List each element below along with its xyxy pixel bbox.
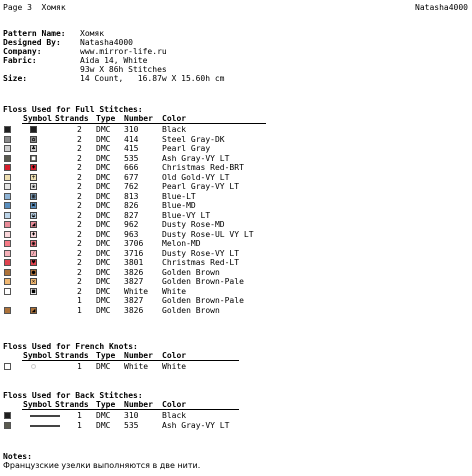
cell-name: Melon-MD <box>162 239 201 248</box>
cell-name: Pearl Gray-VY LT <box>162 182 240 191</box>
cell-name: Black <box>162 125 187 134</box>
pattern-symbol-icon: ✕ <box>31 278 36 285</box>
cell-number: White <box>124 286 149 296</box>
cell-strands: 2 <box>77 258 82 267</box>
pattern-symbol-icon: ◒ <box>31 211 36 219</box>
cell-strands: 2 <box>77 134 82 144</box>
pattern-symbol-icon: ✖ <box>31 202 36 209</box>
cell-name: Blue-MD <box>162 201 196 210</box>
column-header-strands: Strands <box>55 400 89 409</box>
color-swatch <box>4 174 11 181</box>
cell-strands: 2 <box>77 182 82 191</box>
info-value: Natasha4000 <box>80 38 133 47</box>
color-swatch <box>4 193 11 200</box>
cell-type: DMC <box>96 420 111 430</box>
column-header-symbol: Symbol <box>23 400 52 409</box>
info-value: Aida 14, White <box>80 56 148 65</box>
table-row <box>3 249 463 258</box>
table-row <box>3 220 463 229</box>
cell-strands: 2 <box>77 220 82 229</box>
info-value: Хомяк <box>80 29 105 38</box>
cell-strands: 2 <box>77 163 82 172</box>
pattern-symbol-icon: ■ <box>31 287 36 295</box>
page-number: Page 3 <box>3 3 32 12</box>
french-section-title: Floss Used for French Knots: <box>3 342 138 351</box>
cell-type: DMC <box>96 286 111 296</box>
cell-strands: 1 <box>77 296 82 305</box>
column-header-symbol: Symbol <box>23 351 52 360</box>
pattern-symbol-icon: ● <box>31 268 36 276</box>
cell-number: 677 <box>124 172 139 182</box>
cell-type: DMC <box>96 182 111 191</box>
color-swatch <box>4 307 11 314</box>
color-swatch <box>4 412 11 419</box>
pattern-symbol-icon: ◢ <box>31 306 36 314</box>
cell-strands: 2 <box>77 286 82 296</box>
back-header-rule <box>22 409 239 410</box>
cell-type: DMC <box>96 191 111 201</box>
cell-strands: 2 <box>77 229 82 239</box>
cell-name: Old Gold-VY LT <box>162 172 230 182</box>
backstitch-line-icon <box>30 425 60 427</box>
info-row <box>3 65 225 74</box>
table-row <box>3 287 463 296</box>
cell-strands: 2 <box>77 248 82 258</box>
column-header-color: Color <box>162 114 187 123</box>
table-row <box>3 182 463 191</box>
color-swatch <box>4 363 11 370</box>
pattern-symbol-icon: ♦ <box>31 164 36 171</box>
notes-title: Notes: <box>3 452 32 461</box>
cell-type: DMC <box>96 258 111 267</box>
table-row <box>3 154 463 163</box>
column-header-color: Color <box>162 351 187 360</box>
pattern-symbol-icon: ■ <box>31 154 36 162</box>
color-swatch <box>4 240 11 247</box>
cell-type: DMC <box>96 210 111 220</box>
color-swatch <box>4 231 11 238</box>
cell-name: Christmas Red-BRT <box>162 163 244 172</box>
back-section-title: Floss Used for Back Stitches: <box>3 391 143 400</box>
table-row <box>3 163 463 172</box>
color-swatch <box>4 155 11 162</box>
info-row <box>3 47 225 56</box>
page-header-title: Хомяк <box>41 3 66 12</box>
cell-name: Blue-VY LT <box>162 210 211 220</box>
cell-number: 414 <box>124 134 139 144</box>
column-header-symbol: Symbol <box>23 114 52 123</box>
pattern-symbol-icon: ♥ <box>31 259 36 266</box>
color-swatch <box>4 278 11 285</box>
color-swatch <box>4 164 11 171</box>
pattern-symbol-icon <box>30 126 37 133</box>
cell-number: White <box>124 362 149 371</box>
column-header-color: Color <box>162 400 187 409</box>
cell-type: DMC <box>96 411 111 420</box>
cell-name: Christmas Red-LT <box>162 258 240 267</box>
cell-type: DMC <box>96 229 111 239</box>
cell-type: DMC <box>96 267 111 277</box>
pattern-symbol-icon: + <box>31 173 36 181</box>
cell-number: 826 <box>124 201 139 210</box>
color-swatch <box>4 269 11 276</box>
cell-strands: 2 <box>77 153 82 163</box>
table-row <box>3 277 463 286</box>
full-header-rule <box>22 123 266 124</box>
cell-strands: 2 <box>77 144 82 153</box>
cell-number: 813 <box>124 191 139 201</box>
cell-type: DMC <box>96 239 111 248</box>
cell-name: Golden Brown <box>162 267 220 277</box>
cell-type: DMC <box>96 277 111 286</box>
cell-type: DMC <box>96 163 111 172</box>
table-row <box>3 230 463 239</box>
table-row <box>3 362 463 371</box>
cell-name: White <box>162 362 187 371</box>
table-row <box>3 411 463 420</box>
cell-strands: 2 <box>77 201 82 210</box>
cell-type: DMC <box>96 153 111 163</box>
info-label: Designed By: <box>3 38 61 47</box>
color-swatch <box>4 136 11 143</box>
cell-name: Dusty Rose-VY LT <box>162 248 240 258</box>
column-header-number: Number <box>124 351 153 360</box>
cell-name: Golden Brown-Pale <box>162 296 244 305</box>
cell-name: White <box>162 286 187 296</box>
french-knot-icon <box>31 364 36 369</box>
cell-type: DMC <box>96 144 111 153</box>
full-section-title: Floss Used for Full Stitches: <box>3 105 143 114</box>
info-row <box>3 74 225 83</box>
info-label: Pattern Name: <box>3 29 66 38</box>
info-label: Size: <box>3 74 28 83</box>
pattern-symbol-icon: ♦ <box>31 230 36 238</box>
french-header-rule <box>22 360 239 361</box>
table-row <box>3 239 463 248</box>
cell-name: Ash Gray-VY LT <box>162 420 230 430</box>
cell-strands: 1 <box>77 420 82 430</box>
cell-type: DMC <box>96 125 111 134</box>
table-row <box>3 296 463 305</box>
cell-number: 310 <box>124 125 139 134</box>
cell-number: 3826 <box>124 267 144 277</box>
cell-number: 310 <box>124 411 139 420</box>
color-swatch <box>4 288 11 295</box>
table-row <box>3 201 463 210</box>
column-header-number: Number <box>124 400 153 409</box>
cell-type: DMC <box>96 362 111 371</box>
cell-number: 962 <box>124 220 139 229</box>
info-row <box>3 29 225 38</box>
pattern-symbol-icon: ◉ <box>31 240 36 247</box>
cell-name: Golden Brown-Pale <box>162 277 244 286</box>
cell-strands: 2 <box>77 191 82 201</box>
cell-number: 535 <box>124 420 139 430</box>
cell-type: DMC <box>96 220 111 229</box>
cell-number: 827 <box>124 210 139 220</box>
table-row <box>3 258 463 267</box>
cell-type: DMC <box>96 201 111 210</box>
table-row <box>3 173 463 182</box>
cell-name: Blue-LT <box>162 191 196 201</box>
cell-type: DMC <box>96 296 111 305</box>
page-header-left <box>3 3 66 12</box>
color-swatch <box>4 183 11 190</box>
cell-number: 3826 <box>124 305 144 315</box>
table-row <box>3 306 463 315</box>
page-header-author: Natasha4000 <box>415 3 468 12</box>
cell-number: 3827 <box>124 277 144 286</box>
info-label: Fabric: <box>3 56 37 65</box>
info-value: 93w X 86h Stitches <box>80 65 167 74</box>
pattern-symbol-icon: ⁄ <box>31 249 36 257</box>
cell-name: Golden Brown <box>162 305 220 315</box>
cell-name: Dusty Rose-MD <box>162 220 225 229</box>
color-swatch <box>4 259 11 266</box>
table-row <box>3 144 463 153</box>
cell-strands: 2 <box>77 172 82 182</box>
cell-number: 963 <box>124 229 139 239</box>
cell-strands: 2 <box>77 239 82 248</box>
column-header-type: Type <box>96 114 116 123</box>
cell-number: 666 <box>124 163 139 172</box>
cell-number: 3716 <box>124 248 144 258</box>
table-row <box>3 135 463 144</box>
info-label: Company: <box>3 47 42 56</box>
cell-number: 415 <box>124 144 139 153</box>
column-header-type: Type <box>96 351 116 360</box>
cell-strands: 1 <box>77 411 82 420</box>
cell-strands: 2 <box>77 210 82 220</box>
cell-type: DMC <box>96 172 111 182</box>
cell-strands: 1 <box>77 362 82 371</box>
color-swatch <box>4 250 11 257</box>
cell-name: Pearl Gray <box>162 144 211 153</box>
cell-strands: 1 <box>77 305 82 315</box>
cell-name: Black <box>162 411 187 420</box>
pattern-symbol-icon: ◢ <box>31 221 36 228</box>
cell-name: Ash Gray-VY LT <box>162 153 230 163</box>
cell-type: DMC <box>96 305 111 315</box>
cell-strands: 2 <box>77 267 82 277</box>
pattern-symbol-icon: ❀ <box>31 183 36 190</box>
column-header-strands: Strands <box>55 114 89 123</box>
notes-text: Французские узелки выполняются в две нити. <box>3 461 201 470</box>
color-swatch <box>4 126 11 133</box>
cell-number: 3827 <box>124 296 144 305</box>
info-value: www.mirror-life.ru <box>80 47 167 56</box>
cell-type: DMC <box>96 248 111 258</box>
info-row <box>3 56 225 65</box>
table-row <box>3 268 463 277</box>
cell-name: Dusty Rose-UL VY LT <box>162 229 254 239</box>
column-header-type: Type <box>96 400 116 409</box>
column-header-strands: Strands <box>55 351 89 360</box>
table-row <box>3 421 463 430</box>
pattern-info <box>3 29 225 83</box>
cell-strands: 2 <box>77 277 82 286</box>
cell-number: 3801 <box>124 258 144 267</box>
backstitch-line-icon <box>30 415 60 417</box>
cell-number: 762 <box>124 182 139 191</box>
color-swatch <box>4 422 11 429</box>
cell-name: Steel Gray-DK <box>162 134 225 144</box>
cell-type: DMC <box>96 134 111 144</box>
pattern-symbol-icon: ♣ <box>31 145 36 152</box>
cell-number: 3706 <box>124 239 144 248</box>
table-row <box>3 192 463 201</box>
table-row <box>3 211 463 220</box>
color-swatch <box>4 202 11 209</box>
info-value: 14 Count, 16.87w X 15.60h cm <box>80 74 225 83</box>
color-swatch <box>4 145 11 152</box>
pattern-symbol-icon: ✿ <box>31 135 36 143</box>
color-swatch <box>4 212 11 219</box>
pattern-symbol-icon: ▦ <box>31 192 36 200</box>
cell-strands: 2 <box>77 125 82 134</box>
cell-number: 535 <box>124 153 139 163</box>
column-header-number: Number <box>124 114 153 123</box>
table-row <box>3 125 463 134</box>
info-row <box>3 38 225 47</box>
color-swatch <box>4 221 11 228</box>
